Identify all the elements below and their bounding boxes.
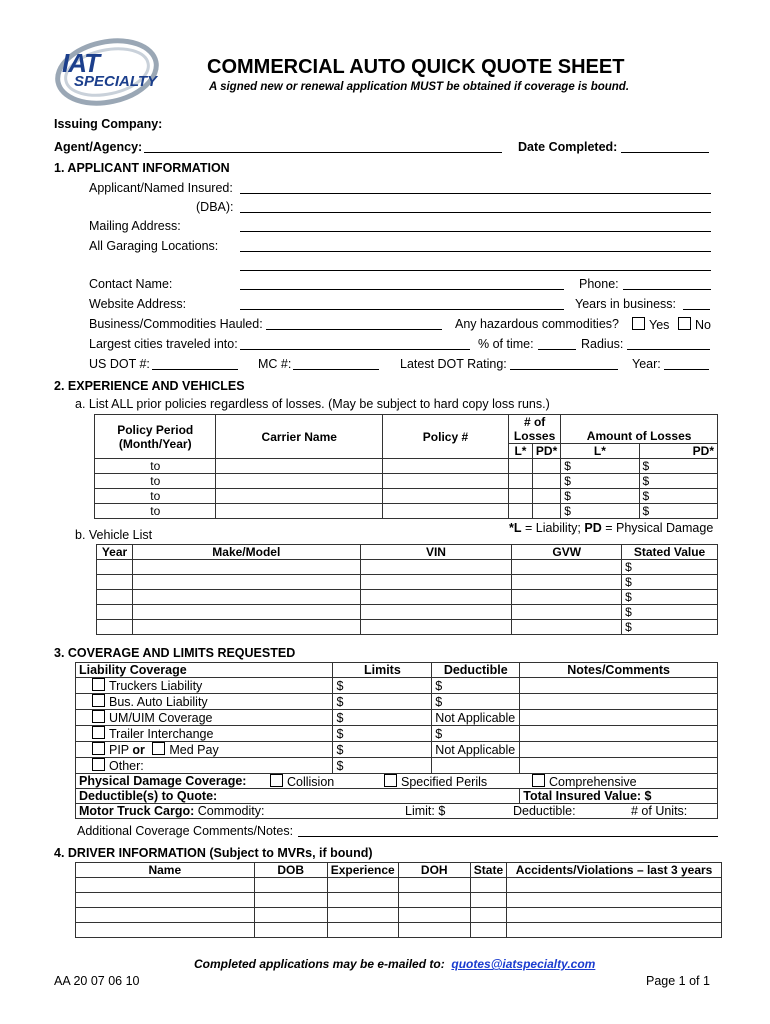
checkbox-icon[interactable]	[92, 710, 105, 723]
coverage-table	[75, 662, 718, 819]
page-number: Page 1 of 1	[646, 974, 710, 988]
mc-label: MC #:	[258, 357, 292, 371]
logo-text-specialty: SPECIALTY	[74, 73, 158, 90]
contact-name-label: Contact Name:	[89, 277, 173, 291]
header-make-model: Make/Model	[132, 545, 360, 560]
table-row[interactable]: to $ $	[95, 474, 718, 489]
header-year: Year	[97, 545, 133, 560]
header-policy-period: Policy Period (Month/Year)	[95, 415, 216, 459]
header-losses: # of Losses	[508, 415, 560, 444]
header-amount-l: L*	[561, 444, 639, 459]
logo-text-iat: IAT	[62, 48, 99, 78]
business-label: Business/Commodities Hauled:	[89, 317, 263, 331]
additional-comments-field[interactable]	[298, 836, 718, 837]
year-field[interactable]	[664, 369, 709, 370]
deductibles-row[interactable]: Deductible(s) to Quote: Total Insured Value: $	[76, 789, 718, 804]
mailing-address-field[interactable]	[240, 231, 711, 232]
header-deductible: Deductible	[432, 663, 520, 678]
header-carrier: Carrier Name	[216, 415, 383, 459]
phone-label: Phone:	[579, 277, 619, 291]
checkbox-icon[interactable]	[92, 726, 105, 739]
table-row[interactable]: $	[97, 590, 718, 605]
year-label: Year:	[632, 357, 661, 371]
section-3-title: 3. COVERAGE AND LIMITS REQUESTED	[54, 646, 296, 660]
table-row[interactable]	[76, 878, 722, 893]
checkbox-icon[interactable]	[384, 774, 397, 787]
vehicle-list-label: b. Vehicle List	[75, 528, 153, 542]
header-notes: Notes/Comments	[520, 663, 718, 678]
table-row[interactable]: $	[97, 560, 718, 575]
header-pd: PD*	[532, 444, 560, 459]
header-amount-pd: PD*	[639, 444, 717, 459]
form-number: AA 20 07 06 10	[54, 974, 140, 988]
header-name: Name	[76, 863, 255, 878]
physical-damage-row[interactable]: Physical Damage Coverage: Collision Specified Perils Comprehensive	[76, 774, 718, 789]
agent-agency-label: Agent/Agency:	[54, 140, 143, 154]
table-row[interactable]: Trailer Interchange $ $	[76, 726, 718, 742]
largest-cities-label: Largest cities traveled into:	[89, 337, 238, 351]
table-row[interactable]: Truckers Liability $ $	[76, 678, 718, 694]
header-gvw: GVW	[512, 545, 622, 560]
checkbox-icon[interactable]	[632, 317, 645, 330]
website-label: Website Address:	[89, 297, 187, 311]
checkbox-icon[interactable]	[92, 694, 105, 707]
email-link[interactable]: quotes@iatspecialty.com	[451, 957, 596, 971]
section-1-title: 1. APPLICANT INFORMATION	[54, 161, 230, 175]
table-row[interactable]: Other: $	[76, 758, 718, 774]
business-field[interactable]	[266, 329, 442, 330]
largest-cities-field[interactable]	[240, 349, 470, 350]
vehicle-table	[96, 544, 718, 635]
checkbox-icon[interactable]	[152, 742, 165, 755]
mailing-address-label: Mailing Address:	[89, 219, 181, 233]
email-instructions: Completed applications may be e-mailed to: quotes@iatspecialty.com	[194, 957, 596, 971]
table-row[interactable]: to $ $	[95, 459, 718, 474]
header-liability: Liability Coverage	[76, 663, 333, 678]
header-limits: Limits	[333, 663, 432, 678]
header-dob: DOB	[254, 863, 327, 878]
garaging-locations-field-2[interactable]	[240, 270, 711, 271]
prior-policies-table	[94, 414, 718, 519]
hazardous-label: Any hazardous commodities?	[455, 317, 619, 331]
table-row[interactable]: Bus. Auto Liability $ $	[76, 694, 718, 710]
us-dot-label: US DOT #:	[89, 357, 150, 371]
page-title: COMMERCIAL AUTO QUICK QUOTE SHEET	[207, 56, 625, 78]
issuing-company-label: Issuing Company:	[54, 117, 163, 131]
pct-time-label: % of time:	[478, 337, 534, 351]
header-doh: DOH	[398, 863, 470, 878]
prior-policies-label: a. List ALL prior policies regardless of losses. (May be subject to hard copy loss runs.)	[75, 397, 550, 411]
header-stated-value: Stated Value	[622, 545, 718, 560]
dba-field[interactable]	[240, 212, 711, 213]
mc-field[interactable]	[293, 369, 379, 370]
checkbox-icon[interactable]	[92, 758, 105, 771]
driver-table	[75, 862, 722, 938]
date-completed-field[interactable]	[621, 152, 709, 153]
dba-label: (DBA):	[196, 200, 234, 214]
checkbox-icon[interactable]	[92, 742, 105, 755]
years-in-business-label: Years in business:	[575, 297, 676, 311]
agent-agency-field[interactable]	[144, 152, 502, 153]
table-row[interactable]: to $ $	[95, 489, 718, 504]
hazardous-yes[interactable]: Yes	[632, 317, 669, 332]
contact-name-field[interactable]	[240, 289, 564, 290]
checkbox-icon[interactable]	[532, 774, 545, 787]
checkbox-icon[interactable]	[678, 317, 691, 330]
table-row[interactable]: PIP or Med Pay $ Not Applicable	[76, 742, 718, 758]
table-row[interactable]: to $ $	[95, 504, 718, 519]
checkbox-icon[interactable]	[92, 678, 105, 691]
dot-rating-field[interactable]	[510, 369, 618, 370]
date-completed-label: Date Completed:	[518, 140, 618, 154]
years-in-business-field[interactable]	[683, 309, 710, 310]
header-experience: Experience	[327, 863, 398, 878]
hazardous-no[interactable]: No	[678, 317, 711, 332]
section-2-title: 2. EXPERIENCE AND VEHICLES	[54, 379, 245, 393]
header-l: L*	[508, 444, 532, 459]
page-subtitle: A signed new or renewal application MUST be obtained if coverage is bound.	[209, 81, 630, 93]
table-row[interactable]: $	[97, 575, 718, 590]
header-vin: VIN	[360, 545, 512, 560]
table-row[interactable]	[76, 923, 722, 938]
iat-specialty-logo	[52, 30, 170, 110]
header-accidents: Accidents/Violations – last 3 years	[507, 863, 722, 878]
table-row[interactable]: UM/UIM Coverage $ Not Applicable	[76, 710, 718, 726]
garaging-locations-label: All Garaging Locations:	[89, 239, 219, 253]
section-4-title: 4. DRIVER INFORMATION (Subject to MVRs, if bound)	[54, 846, 373, 860]
loss-legend: *L = Liability; PD = Physical Damage	[509, 521, 714, 535]
website-field[interactable]	[240, 309, 564, 310]
checkbox-icon[interactable]	[270, 774, 283, 787]
table-row[interactable]	[76, 908, 722, 923]
header-amount: Amount of Losses	[561, 415, 718, 444]
motor-truck-cargo-row[interactable]: Motor Truck Cargo: Commodity: Limit: $ Deductible: # of Units:	[76, 804, 718, 819]
header-policy-number: Policy #	[383, 415, 509, 459]
phone-field[interactable]	[623, 289, 711, 290]
table-row[interactable]: $	[97, 620, 718, 635]
applicant-label: Applicant/Named Insured:	[89, 181, 233, 195]
garaging-locations-field[interactable]	[240, 251, 711, 252]
radius-label: Radius:	[581, 337, 624, 351]
applicant-field[interactable]	[240, 193, 711, 194]
table-row[interactable]	[76, 893, 722, 908]
dot-rating-label: Latest DOT Rating:	[400, 357, 507, 371]
header-state: State	[470, 863, 506, 878]
pct-time-field[interactable]	[538, 349, 576, 350]
us-dot-field[interactable]	[152, 369, 238, 370]
table-row[interactable]: $	[97, 605, 718, 620]
additional-comments-label: Additional Coverage Comments/Notes:	[77, 824, 294, 838]
radius-field[interactable]	[627, 349, 710, 350]
